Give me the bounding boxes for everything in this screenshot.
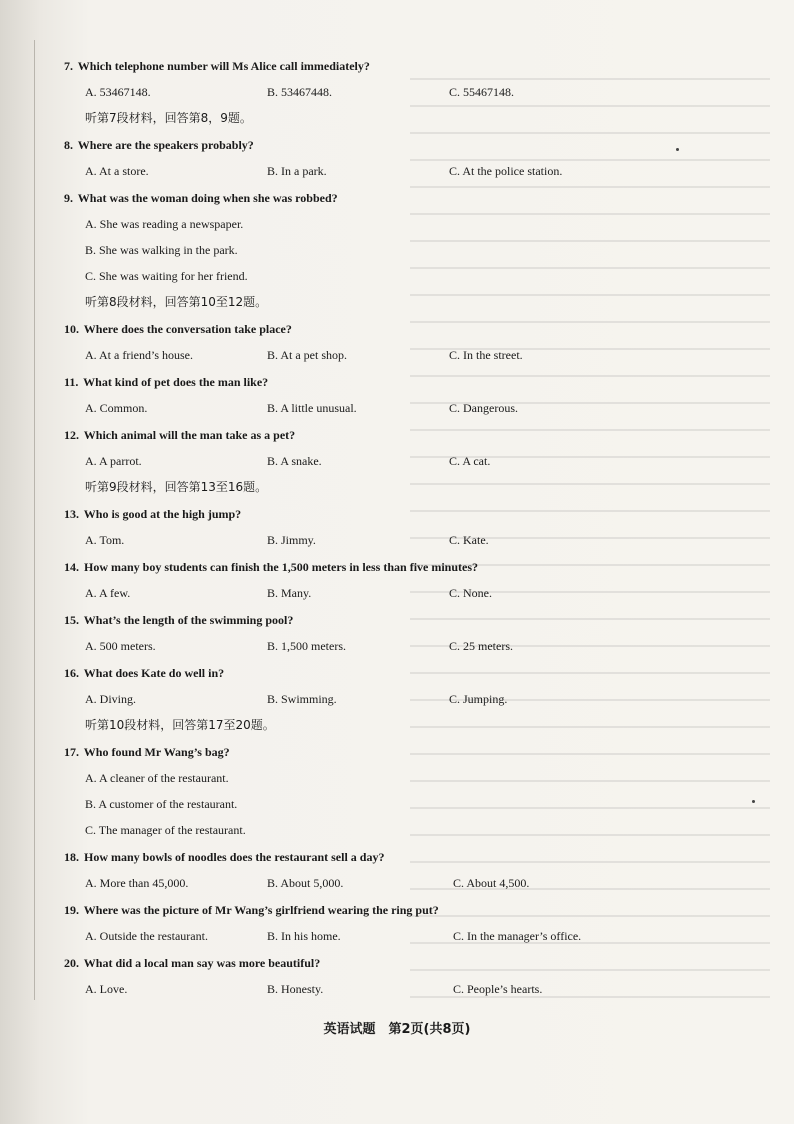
section-instruction: 听第7段材料，回答第8，9题。 xyxy=(85,111,252,125)
question-7 xyxy=(64,52,764,79)
option-a[interactable]: A. She was reading a newspaper. xyxy=(85,217,244,231)
question-text: What was the woman doing when she was robbed? xyxy=(77,190,338,205)
question-number: 20. xyxy=(64,955,79,970)
question-number: 12. xyxy=(64,427,79,442)
question-16 xyxy=(64,659,764,686)
option-b[interactable]: B. A customer of the restaurant. xyxy=(85,797,238,811)
question-14 xyxy=(64,553,764,580)
question-text: Where does the conversation take place? xyxy=(83,321,292,336)
option-a[interactable]: A. A parrot. xyxy=(85,454,142,468)
options-15 xyxy=(85,633,764,659)
option-b[interactable]: B. 1,500 meters. xyxy=(267,639,346,653)
options-10 xyxy=(85,342,764,368)
question-9 xyxy=(64,184,764,211)
section-instruction: 听第8段材料，回答第10至12题。 xyxy=(85,295,268,309)
section-instruction: 听第9段材料，回答第13至16题。 xyxy=(85,480,268,494)
question-number: 13. xyxy=(64,506,79,521)
option-b[interactable]: B. 53467448. xyxy=(267,85,333,99)
option-c[interactable]: C. People’s hearts. xyxy=(453,982,543,996)
question-number: 18. xyxy=(64,849,79,864)
option-a[interactable]: A. At a store. xyxy=(85,164,149,178)
question-number: 8. xyxy=(64,137,73,152)
option-b[interactable]: B. A little unusual. xyxy=(267,401,357,415)
question-text: Who found Mr Wang’s bag? xyxy=(83,744,230,759)
option-b[interactable]: B. At a pet shop. xyxy=(267,348,347,362)
question-text: Where was the picture of Mr Wang’s girlfriend wearing the ring put? xyxy=(83,902,439,917)
option-c[interactable]: C. She was waiting for her friend. xyxy=(85,269,248,283)
question-text: What’s the length of the swimming pool? xyxy=(83,612,294,627)
question-number: 17. xyxy=(64,744,79,759)
page-footer: 英语试题 第2页(共8页) xyxy=(323,1022,471,1037)
question-number: 10. xyxy=(64,321,79,336)
option-a[interactable]: A. Diving. xyxy=(85,692,136,706)
option-b[interactable]: B. Honesty. xyxy=(267,982,324,996)
question-20 xyxy=(64,949,764,976)
option-c[interactable]: C. Kate. xyxy=(449,533,489,547)
option-c[interactable]: C. Dangerous. xyxy=(449,401,518,415)
option-a[interactable]: A. Outside the restaurant. xyxy=(85,929,208,943)
question-text: How many bowls of noodles does the restaurant sell a day? xyxy=(84,849,385,864)
option-b[interactable]: B. In a park. xyxy=(267,164,327,178)
option-c[interactable]: C. In the street. xyxy=(449,348,523,362)
option-c[interactable]: C. Jumping. xyxy=(449,692,508,706)
question-text: What does Kate do well in? xyxy=(83,665,225,680)
option-a[interactable]: A. A few. xyxy=(85,586,131,600)
binding-line xyxy=(34,40,35,1000)
option-b[interactable]: B. A snake. xyxy=(267,454,322,468)
question-text: What did a local man say was more beautiful? xyxy=(83,955,321,970)
option-a[interactable]: A. More than 45,000. xyxy=(85,876,189,890)
question-number: 7. xyxy=(64,58,73,73)
option-a[interactable]: A. 500 meters. xyxy=(85,639,156,653)
option-a[interactable]: A. 53467148. xyxy=(85,85,151,99)
option-c[interactable]: C. None. xyxy=(449,586,492,600)
option-a[interactable]: A. Common. xyxy=(85,401,148,415)
option-a[interactable]: A. At a friend’s house. xyxy=(85,348,193,362)
question-text: Which animal will the man take as a pet? xyxy=(83,427,296,442)
option-b[interactable]: B. Jimmy. xyxy=(267,533,316,547)
question-10 xyxy=(64,315,764,342)
question-number: 14. xyxy=(64,559,79,574)
options-19 xyxy=(85,923,764,949)
options-7 xyxy=(85,79,764,105)
question-number: 9. xyxy=(64,190,73,205)
question-text: How many boy students can finish the 1,500 meters in less than five minutes? xyxy=(84,559,479,574)
option-c[interactable]: C. At the police station. xyxy=(449,164,563,178)
options-16 xyxy=(85,686,764,712)
question-text: What kind of pet does the man like? xyxy=(83,374,269,389)
option-c[interactable]: C. A cat. xyxy=(449,454,491,468)
listening-questions xyxy=(64,52,764,1002)
option-b[interactable]: B. She was walking in the park. xyxy=(85,243,238,257)
section-instruction: 听第10段材料，回答第17至20题。 xyxy=(85,718,275,732)
question-number: 16. xyxy=(64,665,79,680)
option-a[interactable]: A. A cleaner of the restaurant. xyxy=(85,771,229,785)
question-18 xyxy=(64,843,764,870)
question-text: Which telephone number will Ms Alice call immediately? xyxy=(77,58,370,73)
options-20 xyxy=(85,976,764,1002)
option-b[interactable]: B. In his home. xyxy=(267,929,341,943)
options-18 xyxy=(85,870,764,896)
options-14 xyxy=(85,580,764,606)
question-number: 19. xyxy=(64,902,79,917)
options-12 xyxy=(85,448,764,474)
option-b[interactable]: B. Many. xyxy=(267,586,312,600)
question-12 xyxy=(64,421,764,448)
question-13 xyxy=(64,500,764,527)
question-text: Who is good at the high jump? xyxy=(83,506,242,521)
option-a[interactable]: A. Love. xyxy=(85,982,128,996)
option-b[interactable]: B. Swimming. xyxy=(267,692,337,706)
question-15 xyxy=(64,606,764,633)
option-b[interactable]: B. About 5,000. xyxy=(267,876,344,890)
options-11 xyxy=(85,395,764,421)
option-a[interactable]: A. Tom. xyxy=(85,533,125,547)
question-19 xyxy=(64,896,764,923)
question-17 xyxy=(64,738,764,765)
question-number: 11. xyxy=(64,374,79,389)
option-c[interactable]: C. 25 meters. xyxy=(449,639,513,653)
option-c[interactable]: C. The manager of the restaurant. xyxy=(85,823,246,837)
option-c[interactable]: C. In the manager’s office. xyxy=(453,929,582,943)
question-number: 15. xyxy=(64,612,79,627)
question-11 xyxy=(64,368,764,395)
option-c[interactable]: C. About 4,500. xyxy=(453,876,530,890)
question-8 xyxy=(64,131,764,158)
options-13 xyxy=(85,527,764,553)
question-text: Where are the speakers probably? xyxy=(77,137,254,152)
option-c[interactable]: C. 55467148. xyxy=(449,85,515,99)
options-8 xyxy=(85,158,764,184)
